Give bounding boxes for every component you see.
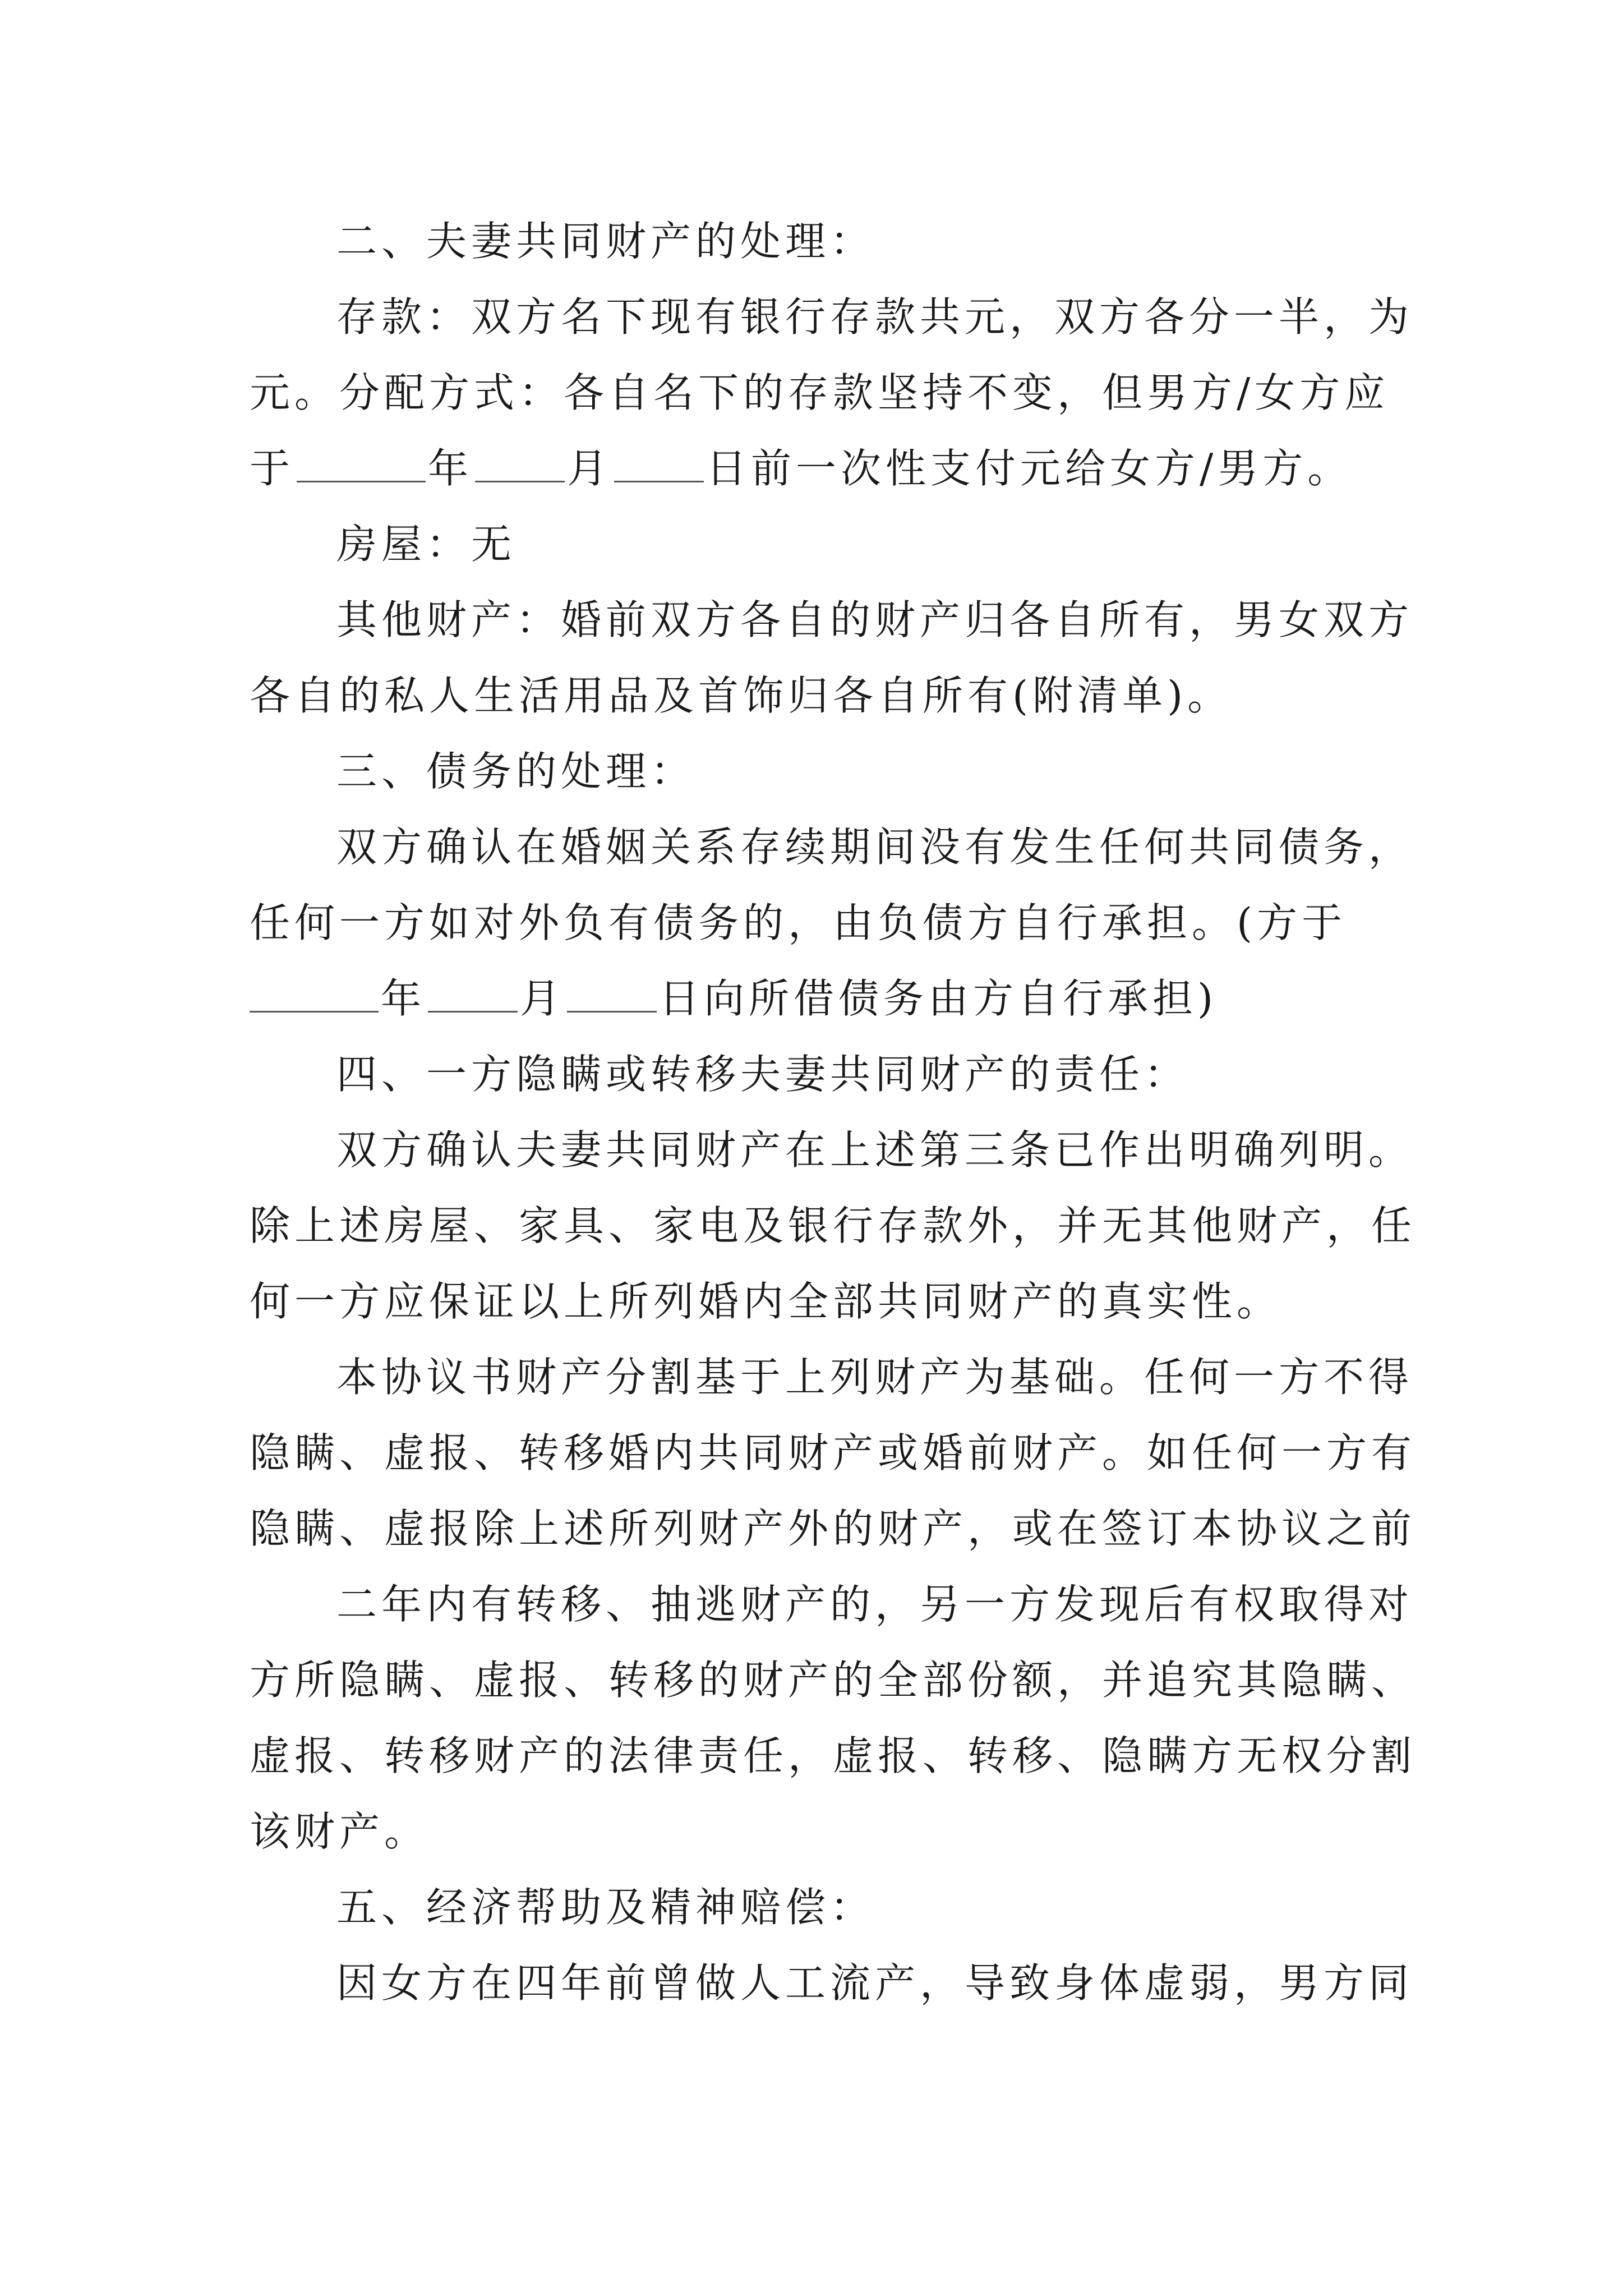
section-heading-2: 二、夫妻共同财产的处理：	[336, 218, 875, 265]
paragraph-line: 隐瞒、虚报、转移婚内共同财产或婚前财产。如任何一方有	[250, 1429, 1417, 1476]
paragraph-line: 任何一方如对外负有债务的，由负债方自行承担。(方于	[250, 899, 1347, 946]
section-heading-4: 四、一方隐瞒或转移夫妻共同财产的责任：	[336, 1051, 1189, 1098]
blank-month	[475, 444, 565, 482]
paragraph-line: 本协议书财产分割基于上列财产为基础。任何一方不得	[336, 1354, 1414, 1401]
line-text: 月	[520, 975, 565, 1022]
paragraph-line-with-blanks	[250, 965, 1388, 1032]
paragraph-line: 二年内有转移、抽逃财产的，另一方发现后有权取得对	[336, 1581, 1414, 1628]
blank-day	[614, 444, 704, 482]
line-text: 日向所借债务由方自行承担)	[659, 975, 1218, 1022]
paragraph-line: 双方确认在婚姻关系存续期间没有发生任何共同债务，	[336, 823, 1414, 871]
paragraph-line: 该财产。	[250, 1808, 430, 1855]
paragraph-line: 其他财产：婚前双方各自的财产归各自所有，男女双方	[336, 596, 1414, 643]
line-text: 月	[567, 445, 612, 492]
line-text: 年	[381, 975, 426, 1022]
line-text: 于	[250, 445, 295, 492]
paragraph-line: 虚报、转移财产的法律责任，虚报、转移、隐瞒方无权分割	[250, 1732, 1417, 1779]
line-text: 日前一次性支付元给女方/男方。	[706, 445, 1353, 492]
line-text: 年	[428, 445, 473, 492]
blank-month	[428, 974, 518, 1013]
paragraph-line: 双方确认夫妻共同财产在上述第三条已作出明确列明。	[336, 1126, 1414, 1174]
section-heading-3: 三、债务的处理：	[336, 748, 696, 795]
blank-year	[297, 444, 426, 482]
blank-day	[567, 974, 657, 1013]
paragraph-line: 存款：双方名下现有银行存款共元，双方各分一半，为	[336, 293, 1414, 341]
paragraph-line: 何一方应保证以上所列婚内全部共同财产的真实性。	[250, 1278, 1282, 1325]
section-heading-5: 五、经济帮助及精神赔偿：	[336, 1884, 875, 1931]
paragraph-line: 元。分配方式：各自名下的存款坚持不变，但男方/女方应	[250, 369, 1390, 416]
paragraph-line: 因女方在四年前曾做人工流产，导致身体虚弱，男方同	[336, 1959, 1414, 2007]
blank-year	[250, 974, 379, 1013]
paragraph-line: 除上述房屋、家具、家电及银行存款外，并无其他财产，任	[250, 1202, 1417, 1249]
paragraph-line: 方所隐瞒、虚报、转移的财产的全部份额，并追究其隐瞒、	[250, 1657, 1417, 1704]
paragraph-line: 隐瞒、虚报除上述所列财产外的财产，或在签订本协议之前	[250, 1505, 1417, 1552]
paragraph-line-with-blanks	[250, 435, 1388, 502]
paragraph-line: 各自的私人生活用品及首饰归各自所有(附清单)。	[250, 672, 1233, 719]
paragraph-line: 房屋：无	[336, 521, 517, 568]
